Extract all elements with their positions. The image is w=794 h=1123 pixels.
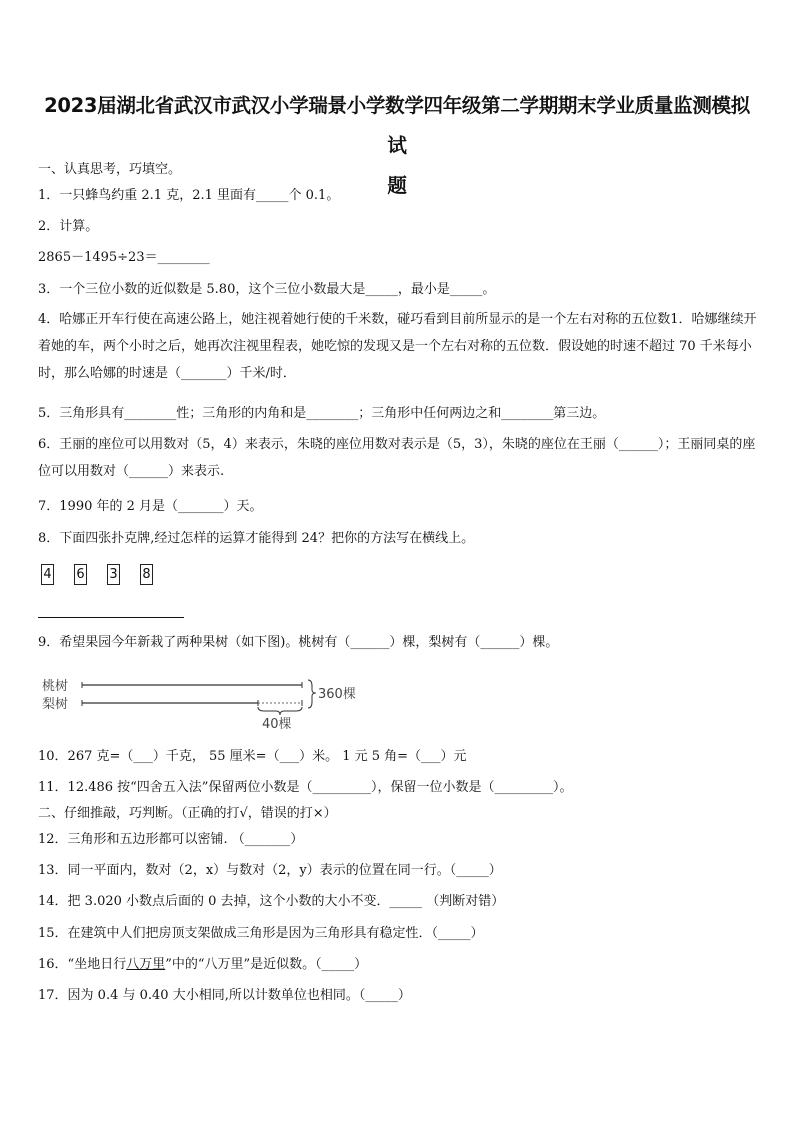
difference-label: 40棵 [262, 717, 292, 732]
question-2-expression: 2865－1495÷23＝________ [38, 250, 210, 265]
question-10: 10．267 克=（___）千克， 55 厘米=（___）米。 1 元 5 角=（___）元 [38, 749, 467, 764]
title-line-2: 题 [387, 174, 407, 197]
total-brace [308, 680, 316, 708]
question-13: 13．同一平面内，数对（2，x）与数对（2，y）表示的位置在同一行。（_____） [38, 863, 502, 878]
question-4: 4．哈娜正开车行使在高速公路上，她注视着她行使的千米数，碰巧看到目前所显示的是一个左右对称的五位数1．哈娜继续开着她的车，两个小时之后，她再次注视里程表，她吃惊的发现又是一个左右对称的五位数．假设她的时速不超过 70 千米每小时，那么哈娜的时速是（_______）千米/时． [38, 312, 757, 381]
question-14: 14．把 3.020 小数点后面的 0 去掉，这个小数的大小不变．_____ （判断对错） [38, 894, 505, 909]
question-1: 1．一只蜂鸟约重 2.1 克，2.1 里面有_____个 0.1。 [38, 188, 340, 203]
title-line-1: 2023届湖北省武汉市武汉小学瑞景小学数学四年级第二学期期末学业质量监测模拟试 [44, 94, 750, 157]
section-1-heading: 一、认真思考，巧填空。 [38, 162, 182, 177]
card: 3 [107, 564, 120, 585]
question-7: 7．1990 年的 2 月是（_______）天。 [38, 499, 263, 514]
question-9: 9．希望果园今年新栽了两种果树（如下图)。桃树有（______）棵，梨树有（______）棵。 [38, 635, 559, 650]
section-2-heading: 二、仔细推敲，巧判断。（正确的打√，错误的打×） [38, 806, 337, 821]
question-2: 2．计算。 [38, 219, 99, 234]
fruit-tree-diagram [40, 676, 370, 732]
total-label: 360棵 [318, 687, 356, 702]
peach-label: 桃树 [42, 679, 69, 694]
question-16 [38, 957, 367, 973]
question-15: 15．在建筑中人们把房顶支架做成三角形是因为三角形具有稳定性．（_____） [38, 926, 484, 941]
question-11: 11．12.486 按“四舍五入法”保留两位小数是（_________），保留一位小数是（_________）。 [38, 780, 573, 795]
question-16-suffix: ”中的“八万里”是近似数。（_____） [165, 957, 368, 972]
question-6: 6．王丽的座位可以用数对（5，4）来表示，朱晓的座位用数对表示是（5，3），朱晓的座位在王丽（______）；王丽同桌的座位可以用数对（______）来表示. [38, 437, 756, 479]
card: 4 [41, 564, 54, 585]
pear-label: 梨树 [42, 697, 69, 712]
question-17: 17．因为 0.4 与 0.40 大小相同,所以计数单位也相同。（_____） [38, 988, 411, 1003]
answer-line [38, 617, 184, 618]
card: 6 [74, 564, 87, 585]
question-5: 5．三角形具有________性；三角形的内角和是________；三角形中任何两边之和________第三边。 [38, 406, 606, 421]
difference-brace [258, 707, 302, 715]
question-3: 3．一个三位小数的近似数是 5.80，这个三位小数最大是_____，最小是_____。 [38, 282, 496, 297]
question-16-prefix: 16．“坐地日行 [38, 957, 127, 972]
card: 8 [140, 564, 153, 585]
question-8: 8．下面四张扑克牌,经过怎样的运算才能得到 24？把你的方法写在横线上。 [38, 531, 475, 546]
playing-cards [41, 563, 173, 585]
question-16-underlined: 八万里 [126, 957, 166, 972]
question-12: 12．三角形和五边形都可以密铺. （_______） [38, 832, 304, 847]
